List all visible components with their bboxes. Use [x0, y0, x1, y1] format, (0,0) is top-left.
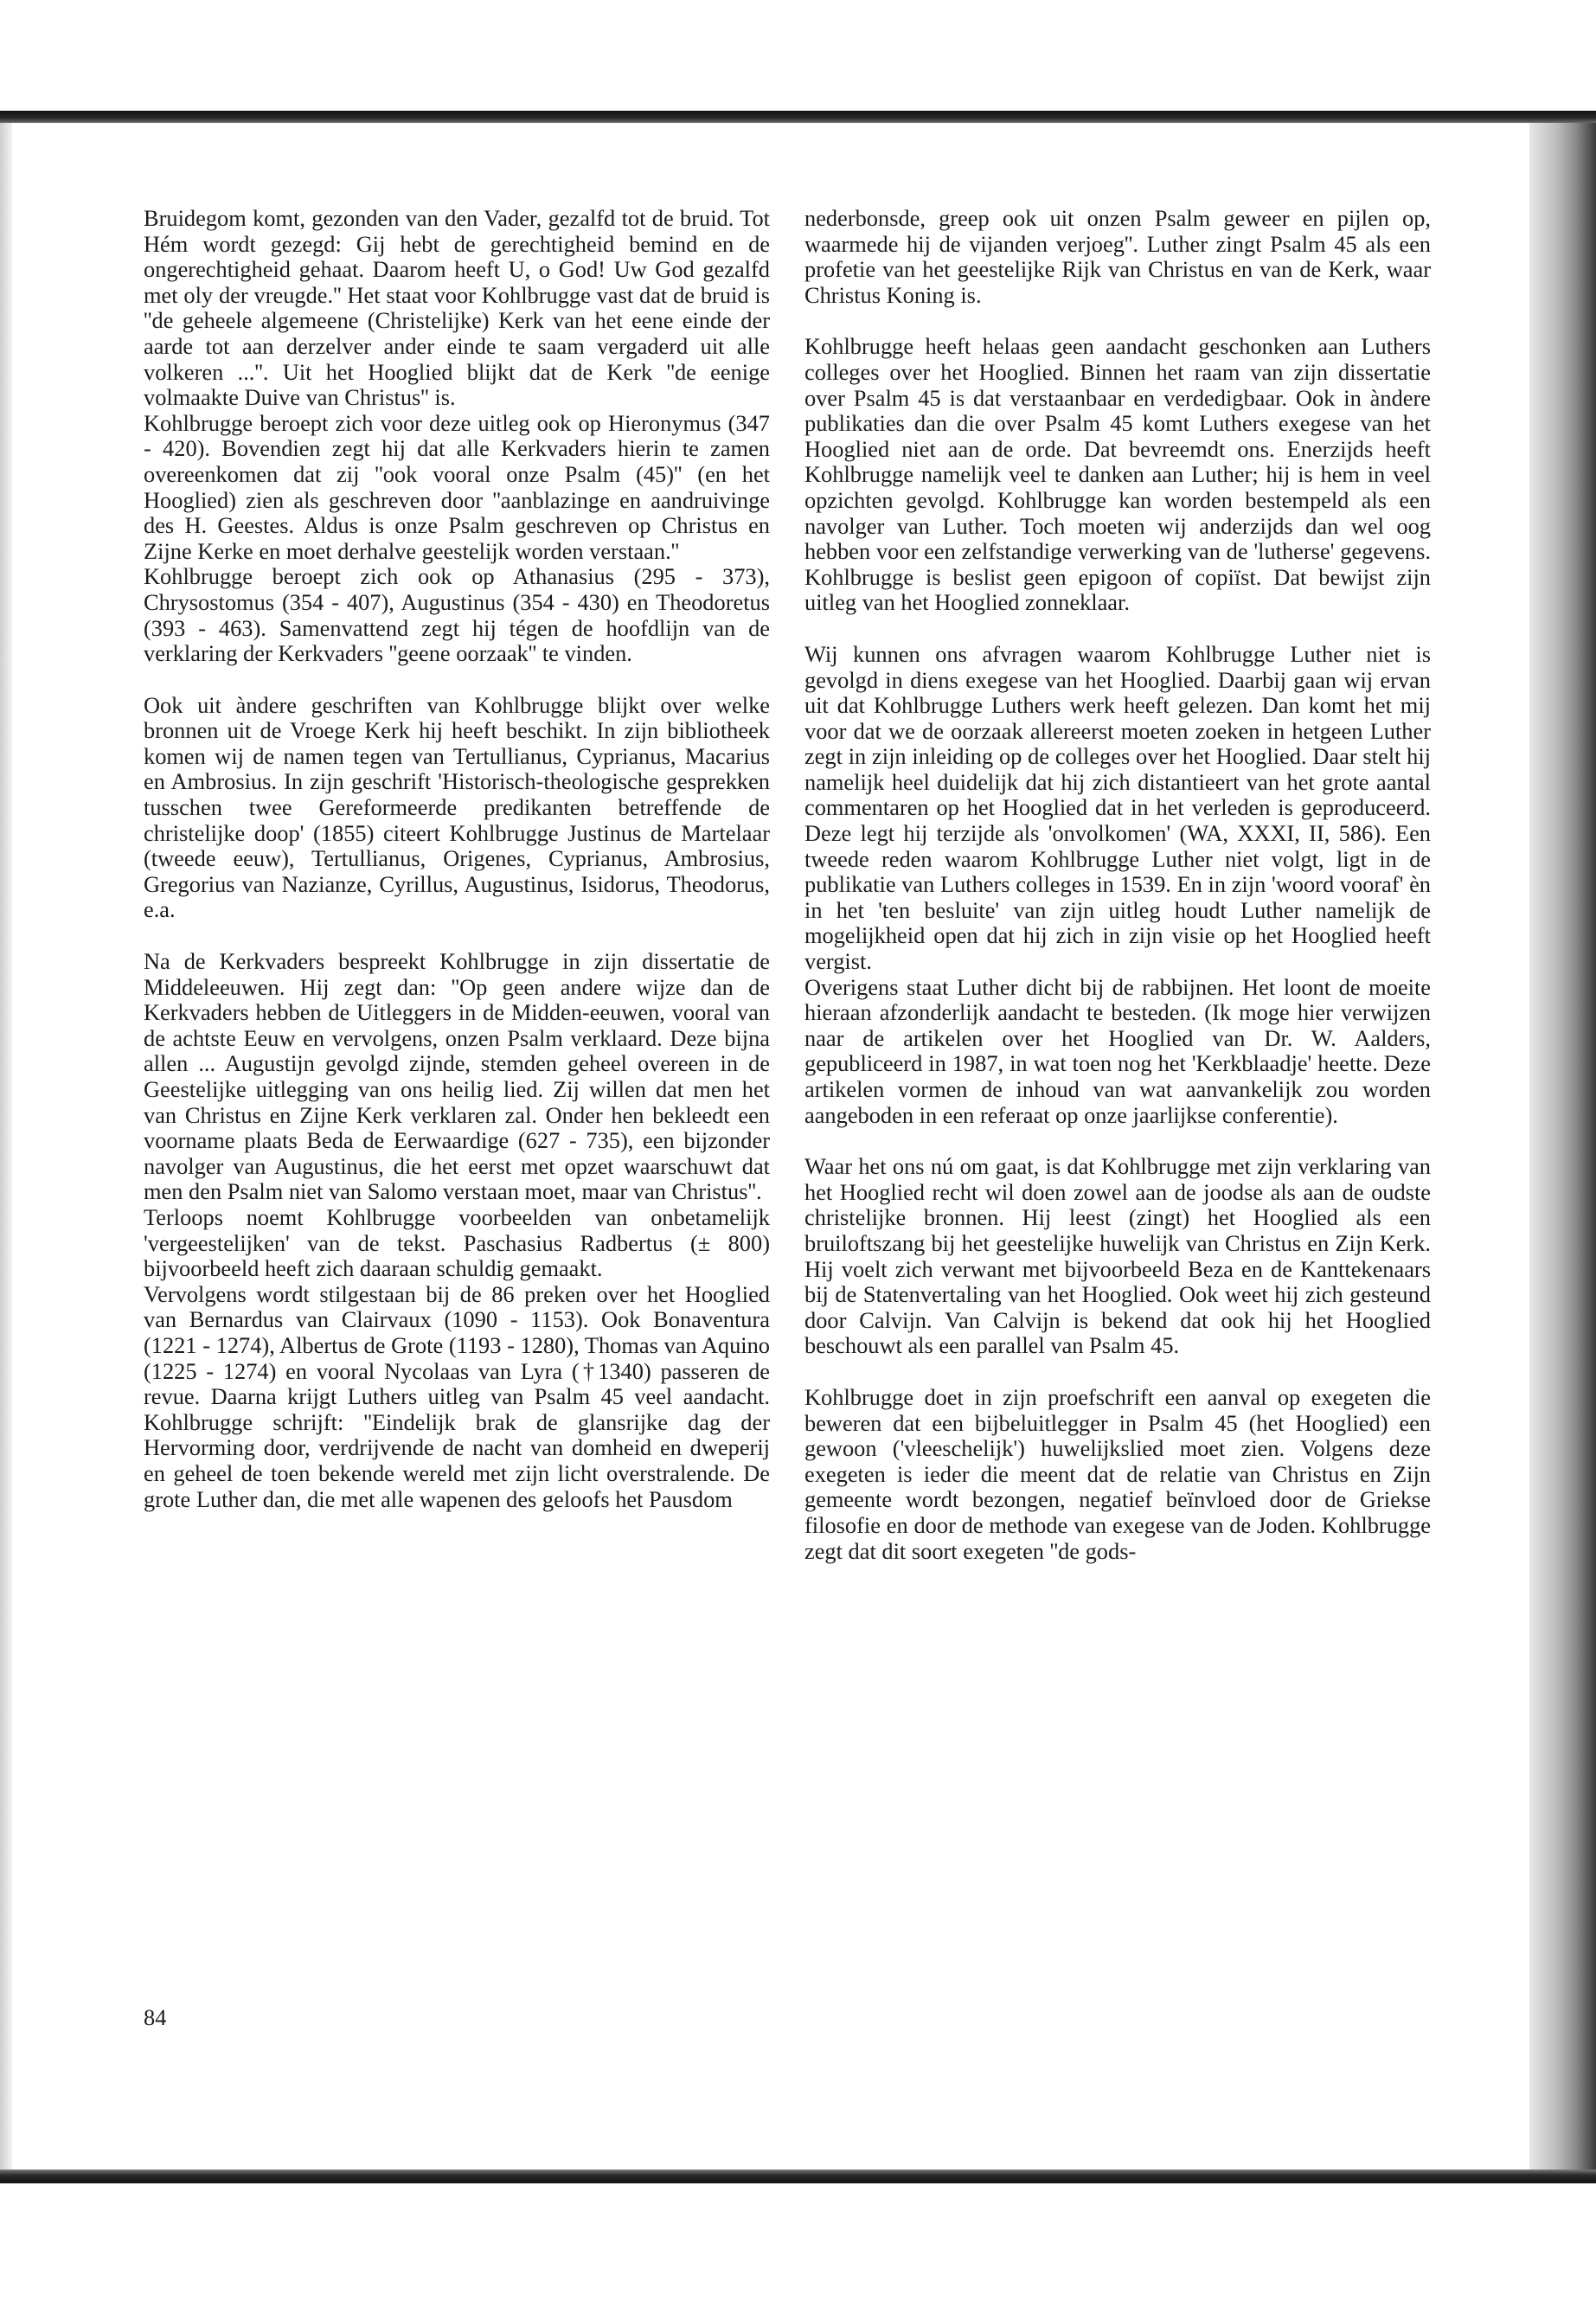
- left-paragraph-7: Vervolgens wordt stilgestaan bij de 86 preken over het Hooglied van Bernardus van Clairvaux (1090 - 1153). Ook Bonaventura (1221 - 1274), Albertus de Grote (1193 - 1280), Thomas van Aquino (1225 - 1274) en vooral Nycolaas van Lyra (†1340) passeren de revue. Daarna krijgt Luthers uitleg van Psalm 45 veel aandacht. Kohlbrugge schrijft: ''Eindelijk brak de glansrijke dag der Hervorming door, verdrijvende de nacht van domheid en dweperij en geheel de toen bekende wereld met zijn licht overstralende. De grote Luther dan, die met alle wapenen des geloofs het Pausdom: [144, 1280, 770, 1512]
- book-top-edge: [0, 111, 1596, 123]
- left-paragraph-4: Ook uit àndere geschriften van Kohlbrugge blijkt over welke bronnen uit de Vroege Kerk hij heeft beschikt. In zijn bibliotheek komen wij de namen tegen van Tertullianus, Cyprianus, Macarius en Ambrosius. In zijn geschrift 'Historisch-theologische gesprekken tusschen twee Gereformeerde predikanten betreffende de christelijke doop' (1855) citeert Kohlbrugge Justinus de Martelaar (tweede eeuw), Tertullianus, Origenes, Cyprianus, Ambrosius, Gregorius van Nazianze, Cyrillus, Augustinus, Isidorus, Theodorus, e.a.: [144, 691, 770, 923]
- left-paragraph-1: Bruidegom komt, gezonden van den Vader, gezalfd tot de bruid. Tot Hém wordt gezegd: Gij hebt de gerechtigheid bemind en de ongerechtigheid gehaat. Daarom heeft U, o God! Uw God gezalfd met oly der vreugde.'' Het staat voor Kohlbrugge vast dat de bruid is ''de geheele algemeene (Christelijke) Kerk van het eene einde der aarde tot aan derzelver ander einde te saam vergaderd uit alle volkeren ...''. Uit het Hooglied blijkt dat de Kerk ''de eenige volmaakte Duive van Christus'' is.: [144, 205, 770, 411]
- page-number: 84: [144, 2004, 167, 2030]
- book-left-edge: [0, 123, 12, 2170]
- paragraph-gap: [144, 923, 770, 949]
- paragraph-gap: [144, 667, 770, 693]
- right-text-column: [804, 206, 1431, 1564]
- left-paragraph-6: Terloops noemt Kohlbrugge voorbeelden van onbetamelijk 'vergeestelijken' van de tekst. Paschasius Radbertus (± 800) bijvoorbeeld heeft zich daaraan schuldig gemaakt.: [144, 1203, 770, 1282]
- right-paragraph-5: Waar het ons nú om gaat, is dat Kohlbrugge met zijn verklaring van het Hooglied recht wil doen zowel aan de joodse als aan de oudste christelijke bronnen. Hij leest (zingt) het Hooglied als een bruiloftszang bij het geestelijke huwelijk van Christus en Zijn Kerk. Hij voelt zich verwant met bijvoorbeeld Beza en de Kanttekenaars bij de Statenvertaling van het Hooglied. Ook weet hij zich gesteund door Calvijn. Van Calvijn is bekend dat ook hij het Hooglied beschouwt als een parallel van Psalm 45.: [804, 1153, 1431, 1359]
- paragraph-gap: [804, 616, 1431, 642]
- right-paragraph-3: Wij kunnen ons afvragen waarom Kohlbrugge Luther niet is gevolgd in diens exegese van het Hooglied. Daarbij gaan wij ervan uit dat Kohlbrugge Luthers werk heeft gelezen. Dan komt het mij voor dat we de oorzaak allereerst moeten zoeken in hetgeen Luther zegt in zijn inleiding op de colleges over het Hooglied. Daar stelt hij namelijk heel duidelijk dat hij zich distantieert van het grote aantal commentaren op het Hooglied dat in het verleden is geproduceerd. Deze legt hij terzijde als 'onvolkomen' (WA, XXXI, II, 586). Een tweede reden waarom Kohlbrugge Luther niet volgt, ligt in de publikatie van Luthers colleges in 1539. En in zijn 'woord vooraf' èn in het 'ten besluite' van zijn uitleg houdt Luther namelijk de mogelijkheid open dat hij zich in zijn visie op het Hooglied heeft vergist.: [804, 640, 1431, 975]
- paragraph-gap: [804, 1359, 1431, 1385]
- right-paragraph-1: nederbonsde, greep ook uit onzen Psalm geweer en pijlen op, waarmede hij de vijanden verjoeg''. Luther zingt Psalm 45 als een profetie van het geestelijke Rijk van Christus en van de Kerk, waar Christus Koning is.: [804, 205, 1431, 308]
- left-paragraph-5: Na de Kerkvaders bespreekt Kohlbrugge in zijn dissertatie de Middeleeuwen. Hij zegt dan: ''Op geen andere wijze dan de Kerkvaders hebben de Uitleggers in de Midden-eeuwen, vooral van de achtste Eeuw en vervolgens, onzen Psalm verklaard. Deze bijna allen ... Augustijn gevolgd zijnde, stemden geheel overeen in de Geestelijke uitlegging van ons heilig lied. Zij willen dat men het van Christus en Zijne Kerk verklaren zal. Onder hen bekleedt een voorname plaats Beda de Eerwaardige (627 - 735), een bijzonder navolger van Augustinus, die het eerst met opzet waarschuwt dat men den Psalm niet van Salomo verstaan moet, maar van Christus''.: [144, 948, 770, 1205]
- paragraph-gap: [804, 1128, 1431, 1154]
- right-paragraph-2: Kohlbrugge heeft helaas geen aandacht geschonken aan Luthers colleges over het Hooglied. Binnen het raam van zijn dissertatie over Psalm 45 is dat verstaanbaar en verdedigbaar. Ook in àndere publikaties dan die over Psalm 45 komt Luthers exegese van het Hooglied niet aan de orde. Dat bevreemdt ons. Enerzijds heeft Kohlbrugge namelijk veel te danken aan Luther; hij is hem in veel opzichten gevolgd. Kohlbrugge kan worden bestempeld als een navolger van Luther. Toch moeten wij anderzijds dan wel oog hebben voor een zelfstandige verwerking van de 'lutherse' gegevens. Kohlbrugge is beslist geen epigoon of copiïst. Dat bewijst zijn uitleg van het Hooglied zonneklaar.: [804, 333, 1431, 616]
- left-paragraph-2: Kohlbrugge beroept zich voor deze uitleg ook op Hieronymus (347 - 420). Bovendien zegt hij dat alle Kerkvaders hierin te zamen overeenkomen dat zij ''ook vooral onze Psalm (45)'' (en het Hooglied) zien als geschreven door ''aanblazinge en aandruivinge des H. Geestes. Aldus is onze Psalm geschreven op Christus en Zijne Kerke en moet derhalve geestelijk worden verstaan.'': [144, 409, 770, 564]
- book-spine-shadow: [1529, 123, 1596, 2170]
- book-bottom-edge: [0, 2170, 1596, 2183]
- left-paragraph-3: Kohlbrugge beroept zich ook op Athanasius (295 - 373), Chrysostomus (354 - 407), Augustinus (354 - 430) en Theodoretus (393 - 463). Samenvattend zegt hij tégen de hoofdlijn van de verklaring der Kerkvaders ''geene oorzaak'' te vinden.: [144, 563, 770, 667]
- right-paragraph-4: Overigens staat Luther dicht bij de rabbijnen. Het loont de moeite hieraan afzonderlijk aandacht te besteden. (Ik moge hier verwijzen naar de artikelen over het Hooglied van Dr. W. Aalders, gepubliceerd in 1987, in wat toen nog het 'Kerkblaadje' heette. Deze artikelen vormen de inhoud van wat aanvankelijk zou worden aangeboden in een referaat op onze jaarlijkse conferentie).: [804, 973, 1431, 1128]
- paragraph-gap: [804, 308, 1431, 334]
- right-paragraph-6: Kohlbrugge doet in zijn proefschrift een aanval op exegeten die beweren dat een bijbeluitlegger in Psalm 45 (het Hooglied) een gewoon ('vleeschelijk') huwelijkslied moet zien. Volgens deze exegeten is ieder die meent dat de relatie van Christus en Zijn gemeente wordt bezongen, negatief beïnvloed door de Griekse filosofie en door de methode van exegese van de Joden. Kohlbrugge zegt dat dit soort exegeten ''de gods-: [804, 1383, 1431, 1564]
- left-text-column: [144, 206, 770, 1512]
